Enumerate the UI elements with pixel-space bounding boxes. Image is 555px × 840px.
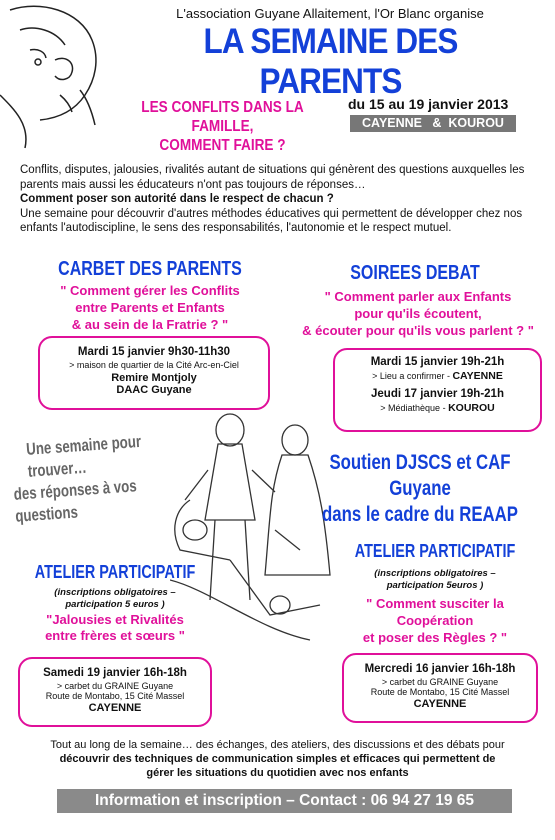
soiree1-place: > Lieu a confirmer - CAYENNE [372, 370, 503, 382]
soirees-heading: SOIREES DEBAT [350, 262, 480, 284]
baby-illustration [0, 0, 115, 150]
event-dates: du 15 au 19 janvier 2013 [348, 96, 509, 112]
contact-bar: Information et inscription – Contact : 06 94 27 19 65 [57, 789, 512, 813]
atelier-right-city: CAYENNE [413, 698, 467, 710]
atelier-left-place: > carbet du GRAINE Guyane [56, 681, 174, 691]
atelier-right-event-box [342, 653, 538, 723]
atelier-right-place: > carbet du GRAINE Guyane [381, 677, 499, 687]
cities-badge: CAYENNE & KOUROU [350, 115, 516, 132]
carbet-event-box [38, 336, 270, 410]
carbet-question: " Comment gérer les Conflits entre Parents et Enfants & au sein de la Fratrie ? " [60, 283, 240, 332]
organiser-text: L'association Guyane Allaitement, l'Or Blanc organise [176, 6, 484, 21]
carbet-place: > maison de quartier de la Cité Arc-en-Ciel [69, 360, 239, 370]
atelier-left-date: Samedi 19 janvier 16h-18h [43, 667, 187, 679]
atelier-right-question: " Comment susciter la Coopération et poser des Règles ? " [362, 596, 508, 645]
carbet-date: Mardi 15 janvier 9h30-11h30 [77, 346, 231, 358]
atelier-left-question: "Jalousies et Rivalités entre frères et sœurs " [45, 612, 185, 643]
footer-text: Tout au long de la semaine… des échanges, des ateliers, des discussions et des débats pour découvrir des techniques de communication simples et efficaces qui permettent de gérer les situations du quotidien avec nos enfants [50, 739, 505, 779]
carbet-city: Remire Montjoly [111, 372, 197, 384]
atelier-left-note: (inscriptions obligatoires – participation 5 euros ) [54, 587, 176, 610]
soiree2-place: > Médiathèque - KOUROU [380, 402, 495, 414]
slogan: Une semaine pour trouver… des réponses à vos questions [13, 431, 142, 526]
atelier-left-event-box [18, 657, 212, 727]
intro-text: Conflits, disputes, jalousies, rivalités autant de situations qui génèrent des questions auxquelles les parents mais aussi les éducateurs n'ont pas toujours de réponses… Comment poser son autorité dans le respect de chacun ? Une semaine pour découvrir d'autres méthodes éducatives qui permettent de développer chez nos enfants l'autodiscipline, le sens des responsabilités, l'autonomie et le respect mutuel. [20, 164, 525, 234]
atelier-right-date: Mercredi 16 janvier 16h-18h [364, 663, 516, 675]
carbet-heading: CARBET DES PARENTS [58, 258, 242, 280]
atelier-right-note: (inscriptions obligatoires – participation 5euros ) [374, 568, 496, 591]
support-text: Soutien DJSCS et CAF Guyane dans le cadre du REAAP [321, 451, 519, 526]
page-title: LA SEMAINE DES PARENTS [203, 22, 458, 101]
subtitle: LES CONFLITS DANS LA FAMILLE, COMMENT FAIRE ? [141, 99, 304, 154]
soirees-question: " Comment parler aux Enfants pour qu'ils écoutent, & écouter pour qu'ils vous parlent ? " [302, 289, 534, 338]
soirees-event-box [333, 348, 542, 432]
atelier-left-city: CAYENNE [88, 702, 142, 714]
atelier-left-address: Route de Montabo, 15 Cité Massel [45, 691, 185, 701]
atelier-left-heading: ATELIER PARTICIPATIF [34, 562, 196, 582]
soiree2-date: Jeudi 17 janvier 19h-21h [371, 388, 504, 400]
carbet-organiser: DAAC Guyane [116, 384, 192, 396]
soiree1-date: Mardi 15 janvier 19h-21h [370, 356, 505, 368]
atelier-right-heading: ATELIER PARTICIPATIF [354, 541, 516, 561]
atelier-right-address: Route de Montabo, 15 Cité Massel [370, 687, 510, 697]
